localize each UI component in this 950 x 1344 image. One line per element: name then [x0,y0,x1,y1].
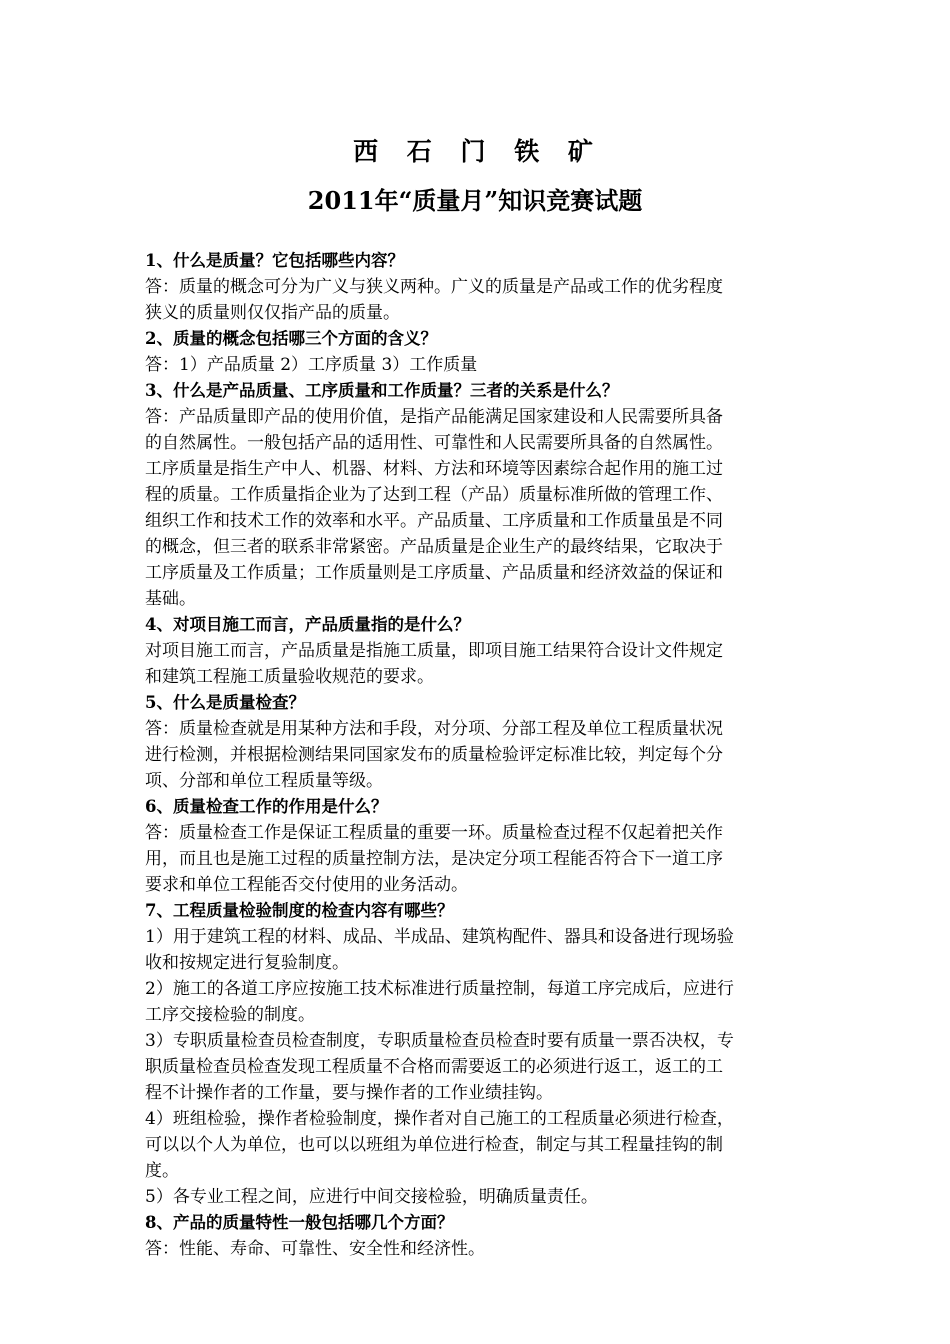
answer-text-line: 对项目施工而言，产品质量是指施工质量，即项目施工结果符合设计文件规定 [145,641,723,661]
document-title: 西 石 门 铁 矿 [353,137,603,166]
question-heading: 5、什么是质量检查？ [145,693,305,712]
answer-text-line: 3）专职质量检查员检查制度，专职质量检查员检查时要有质量一票否决权，专 [145,1031,734,1051]
answer-text-line: 用，而且也是施工过程的质量控制方法，是决定分项工程能否符合下一道工序 [145,849,723,869]
answer-text-line: 答：质量检查就是用某种方法和手段，对分项、分部工程及单位工程质量状况 [145,719,723,739]
document-body [145,248,810,1262]
answer-text-line: 答：质量检查工作是保证工程质量的重要一环。质量检查过程不仅起着把关作 [145,823,723,843]
question-heading: 7、工程质量检验制度的检查内容有哪些？ [145,901,454,920]
answer-text-line: 工序质量是指生产中人、机器、材料、方法和环境等因素综合起作用的施工过 [145,459,723,479]
question-heading: 8、产品的质量特性一般包括哪几个方面？ [145,1213,454,1232]
answer-text-line: 要求和单位工程能否交付使用的业务活动。 [145,875,468,895]
answer-text-line: 和建筑工程施工质量验收规范的要求。 [145,667,434,687]
answer-text-line: 收和按规定进行复验制度。 [145,953,349,973]
answer-text-line: 答：1）产品质量 2）工序质量 3）工作质量 [145,355,478,375]
document-subtitle: 2011年“质量月”知识竞赛试题 [307,186,643,215]
answer-text-line: 2）施工的各道工序应按施工技术标准进行质量控制，每道工序完成后，应进行 [145,979,734,999]
answer-text-line: 程不计操作者的工作量，要与操作者的工作业绩挂钩。 [145,1083,553,1103]
question-heading: 4、对项目施工而言，产品质量指的是什么？ [145,615,470,634]
answer-text-line: 项、分部和单位工程质量等级。 [145,771,383,791]
answer-text-line: 4）班组检验，操作者检验制度，操作者对自己施工的工程质量必须进行检查， [145,1109,734,1129]
answer-text-line: 进行检测，并根据检测结果同国家发布的质量检验评定标准比较，判定每个分 [145,745,723,765]
answer-text-line: 5）各专业工程之间，应进行中间交接检验，明确质量责任。 [145,1187,598,1207]
answer-text-line: 基础。 [145,589,196,609]
question-heading: 1、什么是质量？它包括哪些内容？ [145,251,404,270]
answer-text-line: 狭义的质量则仅仅指产品的质量。 [145,303,400,323]
question-heading: 6、质量检查工作的作用是什么？ [145,797,388,816]
answer-text-line: 答：性能、寿命、可靠性、安全性和经济性。 [145,1239,485,1259]
answer-text-line: 度。 [145,1161,179,1181]
question-heading: 3、什么是产品质量、工序质量和工作质量？三者的关系是什么？ [145,381,619,400]
answer-text-line: 职质量检查员检查发现工程质量不合格而需要返工的必须进行返工，返工的工 [145,1057,723,1077]
answer-text-line: 工序交接检验的制度。 [145,1005,315,1025]
answer-text-line: 答：产品质量即产品的使用价值，是指产品能满足国家建设和人民需要所具备 [145,407,723,427]
answer-text-line: 答：质量的概念可分为广义与狭义两种。广义的质量是产品或工作的优劣程度 [145,277,723,297]
answer-text-line: 可以以个人为单位，也可以以班组为单位进行检查，制定与其工程量挂钩的制 [145,1135,723,1155]
answer-text-line: 工序质量及工作质量；工作质量则是工序质量、产品质量和经济效益的保证和 [145,563,723,583]
answer-text-line: 的自然属性。一般包括产品的适用性、可靠性和人民需要所具备的自然属性。 [145,433,723,453]
answer-text-line: 程的质量。工作质量指企业为了达到工程（产品）质量标准所做的管理工作、 [145,485,723,505]
answer-text-line: 的概念，但三者的联系非常紧密。产品质量是企业生产的最终结果，它取决于 [145,537,723,557]
answer-text-line: 组织工作和技术工作的效率和水平。产品质量、工序质量和工作质量虽是不同 [145,511,723,531]
answer-text-line: 1）用于建筑工程的材料、成品、半成品、建筑构配件、器具和设备进行现场验 [145,927,734,947]
question-heading: 2、质量的概念包括哪三个方面的含义？ [145,329,437,348]
